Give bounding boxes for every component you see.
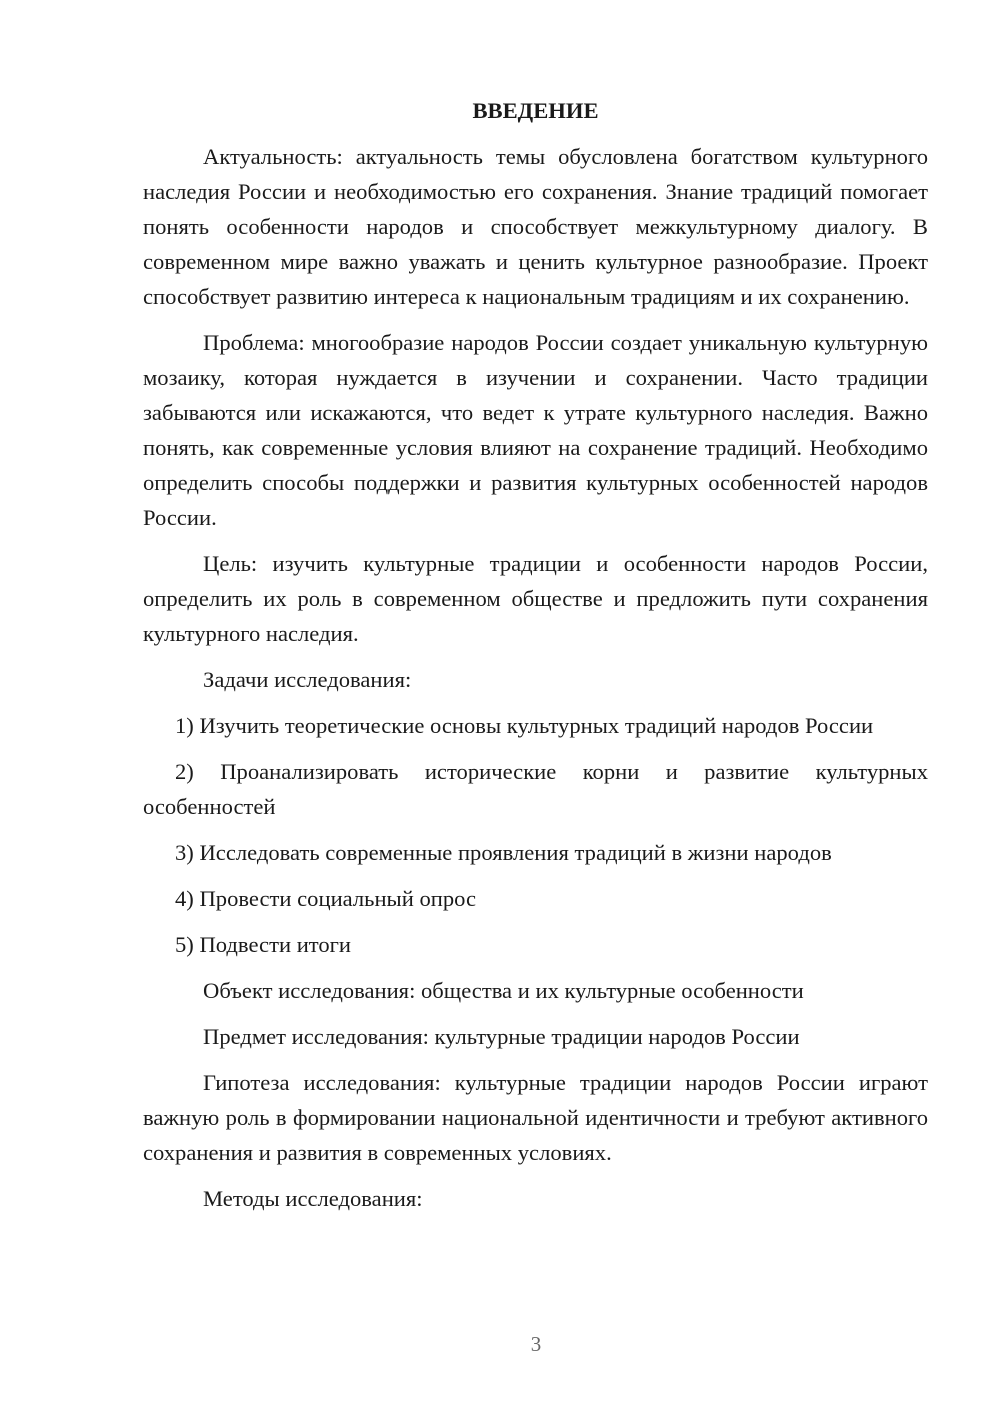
document-body — [143, 94, 928, 1227]
paragraph-problem: Проблема: многообразие народов России создает уникальную культурную мозаику, которая нуждается в изучении и сохранении. Часто традиции забываются или искажаются, что ведет к утрате культурного наследия. Важно понять, как современные условия влияют на сохранение традиций. Необходимо определить способы поддержки и развития культурных особенностей народов России. — [143, 330, 928, 530]
task-item-3: 3) Исследовать современные проявления традиций в жизни народов — [175, 840, 832, 865]
page-number: 3 — [530, 1332, 542, 1356]
task-item-4: 4) Провести социальный опрос — [175, 886, 477, 911]
task-item-1: 1) Изучить теоретические основы культурных традиций народов России — [175, 713, 874, 738]
paragraph-tasks-heading: Задачи исследования: — [203, 667, 412, 692]
paragraph-actuality: Актуальность: актуальность темы обусловлена богатством культурного наследия России и необходимостью его сохранения. Знание традиций помогает понять особенности народов и способствует межкультурному диалогу. В современном мире важно уважать и ценить культурное разнообразие. Проект способствует развитию интереса к национальным традициям и их сохранению. — [143, 144, 928, 309]
paragraph-object: Объект исследования: общества и их культурные особенности — [203, 978, 804, 1003]
task-item-5: 5) Подвести итоги — [175, 932, 352, 957]
section-title: ВВЕДЕНИЕ — [472, 98, 599, 123]
paragraph-methods: Методы исследования: — [203, 1186, 423, 1211]
paragraph-hypothesis: Гипотеза исследования: культурные традиции народов России играют важную роль в формировании национальной идентичности и требуют активного сохранения и развития в современных условиях. — [143, 1070, 928, 1165]
paragraph-goal: Цель: изучить культурные традиции и особенности народов России, определить их роль в современном обществе и предложить пути сохранения культурного наследия. — [143, 551, 928, 646]
paragraph-subject: Предмет исследования: культурные традиции народов России — [203, 1024, 800, 1049]
task-item-2: 2) Проанализировать исторические корни и развитие культурных особенностей — [143, 759, 928, 819]
